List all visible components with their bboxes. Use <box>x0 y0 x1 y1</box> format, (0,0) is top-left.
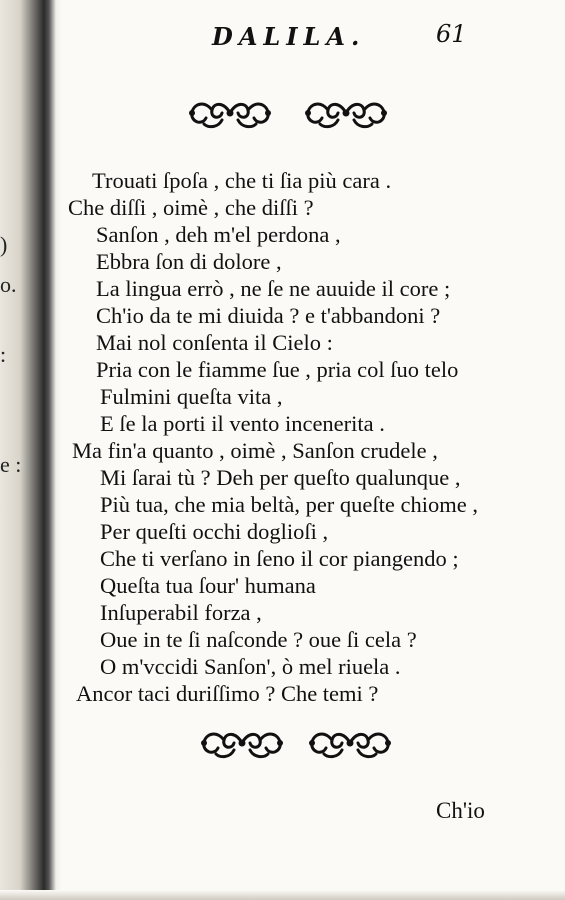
verse-line: Fulmini queſta vita , <box>100 384 283 409</box>
verse-line: Per queſti occhi doglioſi , <box>100 519 329 544</box>
page-bottom-edge <box>0 890 565 900</box>
verse-line: O m'vccidi Sanſon', ò mel riuela . <box>100 654 401 679</box>
running-head: DALILA. <box>212 22 366 51</box>
verse-line: Ebbra ſon di dolore , <box>96 249 282 274</box>
verse-line: Oue in te ſi naſconde ? oue ſi cela ? <box>100 627 417 652</box>
fleuron-ornament-icon <box>198 726 286 760</box>
binding-gutter <box>0 0 62 900</box>
verse-line: Mai nol conſenta il Cielo : <box>96 330 333 355</box>
verse-line: Ancor taci duriſſimo ? Che temi ? <box>76 681 379 706</box>
verse-line: Più tua, che mia beltà, per queſte chiome , <box>100 492 478 517</box>
fleuron-ornament-icon <box>306 726 394 760</box>
verse-line: Sanſon , deh m'el perdona , <box>96 222 341 247</box>
verse-line: Che diſſi , oimè , che diſſi ? <box>68 195 314 220</box>
fleuron-ornament-icon <box>186 96 274 130</box>
verse-line: Inſuperabil forza , <box>100 600 262 625</box>
bleed-through-mark: : <box>0 342 7 367</box>
verse-line: Mi ſarai tù ? Deh per queſto qualunque , <box>100 465 461 490</box>
verse-line: La lingua errò , ne ſe ne auuide il core ; <box>96 276 451 301</box>
verse-line: Pria con le fiamme ſue , pria col ſuo telo <box>96 357 459 382</box>
verse-line: Ch'io da te mi diuida ? e t'abbandoni ? <box>96 303 441 328</box>
top-ornament-row <box>186 96 390 130</box>
bleed-through-mark: e : <box>0 452 22 477</box>
verse-line: Ma fin'a quanto , oimè , Sanſon crudele , <box>72 438 438 463</box>
verse-line: Che ti verſano in ſeno il cor piangendo ; <box>100 546 459 571</box>
verse-line: Queſta tua ſour' humana <box>100 573 316 598</box>
verse-line: E ſe la porti il vento incenerita . <box>100 411 385 436</box>
bottom-ornament-row <box>198 726 394 760</box>
bleed-through-mark: o. <box>0 272 17 297</box>
bleed-through-mark: ) <box>0 232 8 257</box>
fleuron-ornament-icon <box>302 96 390 130</box>
catchword: Ch'io <box>436 798 485 823</box>
page-number: 61 <box>436 20 467 48</box>
verse-line: Trouati ſpoſa , che ti ſia più cara . <box>92 168 392 193</box>
